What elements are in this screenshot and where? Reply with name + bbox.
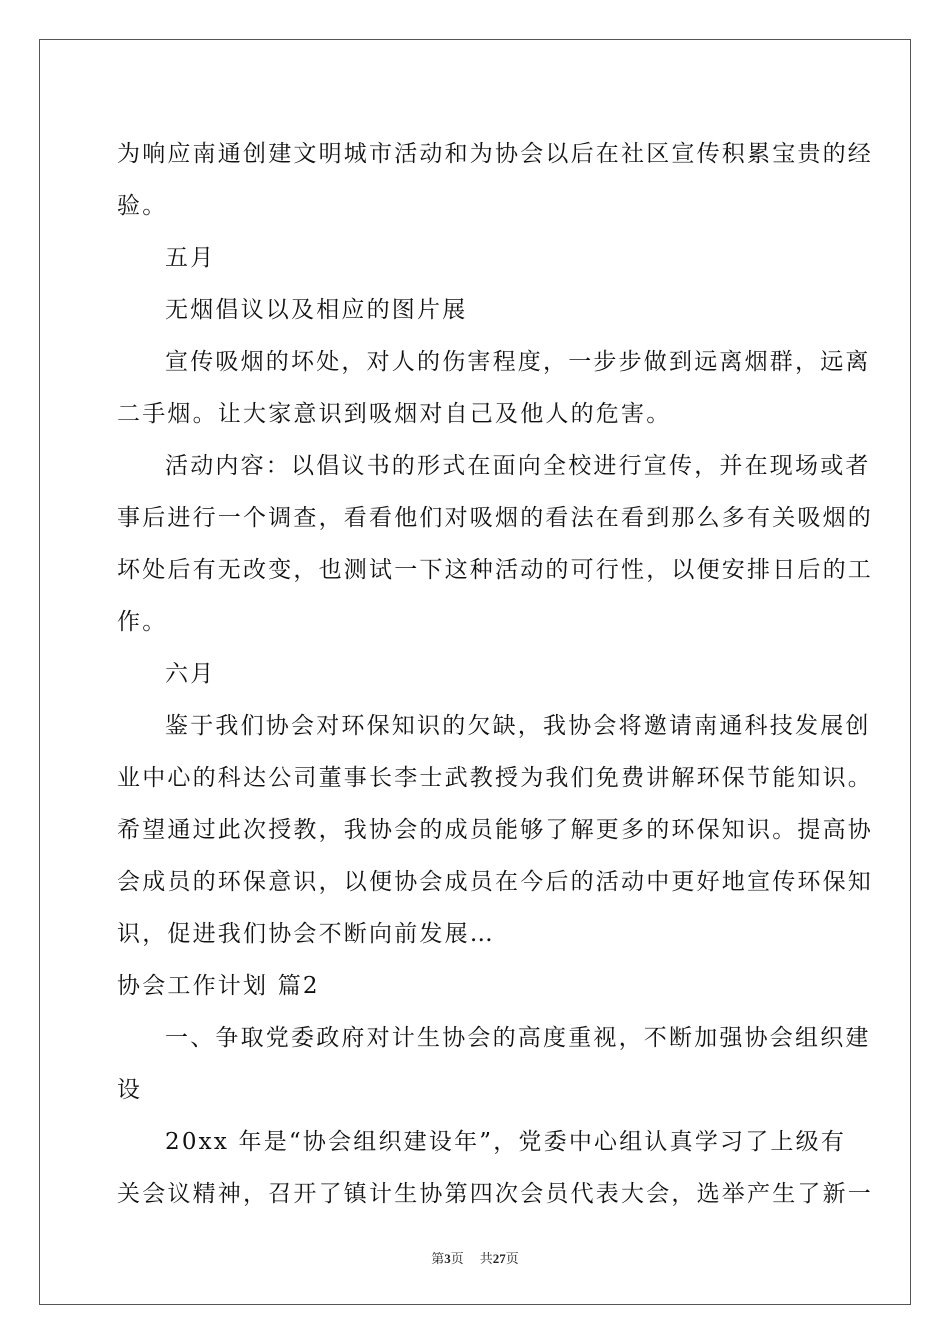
article-heading: 协会工作计划 篇2 (117, 973, 320, 999)
text-line: 宣传吸烟的坏处，对人的伤害程度，一步步做到远离烟群，远离 (165, 349, 871, 375)
footer-page-prefix: 第 (431, 1251, 445, 1266)
footer-total-prefix: 共 (479, 1251, 493, 1266)
text-line: 20xx 年是“协会组织建设年”，党委中心组认真学习了上级有 (165, 1129, 847, 1155)
footer-page-number: 3 (444, 1251, 451, 1266)
document-body (117, 128, 873, 1220)
footer-total-suffix: 页 (505, 1251, 519, 1266)
text-line: 二手烟。让大家意识到吸烟对自己及他人的危害。 (117, 401, 672, 427)
activity-title: 无烟倡议以及相应的图片展 (165, 297, 468, 323)
text-line: 验。 (117, 193, 168, 219)
text-line: 为响应南通创建文明城市活动和为协会以后在社区宣传积累宝贵的经 (117, 141, 873, 167)
footer-total-number: 27 (492, 1251, 506, 1266)
text-line: 关会议精神，召开了镇计生协第四次会员代表大会，选举产生了新一 (117, 1181, 873, 1207)
text-line: 业中心的科达公司董事长李士武教授为我们免费讲解环保节能知识。 (117, 765, 873, 791)
text-line: 一、争取党委政府对计生协会的高度重视，不断加强协会组织建 (165, 1025, 871, 1051)
text-line: 坏处后有无改变，也测试一下这种活动的可行性，以便安排日后的工 (117, 557, 873, 583)
text-line: 活动内容：以倡议书的形式在面向全校进行宣传，并在现场或者 (165, 453, 871, 479)
text-line: 会成员的环保意识，以便协会成员在今后的活动中更好地宣传环保知 (117, 869, 873, 895)
page-footer (0, 1248, 950, 1267)
text-line: 作。 (117, 609, 168, 635)
text-line: 设 (117, 1077, 143, 1103)
text-line: 识，促进我们协会不断向前发展… (117, 921, 495, 947)
text-line: 事后进行一个调查，看看他们对吸烟的看法在看到那么多有关吸烟的 (117, 505, 873, 531)
section-heading-may: 五月 (165, 245, 216, 271)
section-heading-june: 六月 (165, 661, 216, 687)
text-line: 希望通过此次授教，我协会的成员能够了解更多的环保知识。提高协 (117, 817, 873, 843)
footer-page-suffix: 页 (450, 1251, 464, 1266)
text-line: 鉴于我们协会对环保知识的欠缺，我协会将邀请南通科技发展创 (165, 713, 871, 739)
